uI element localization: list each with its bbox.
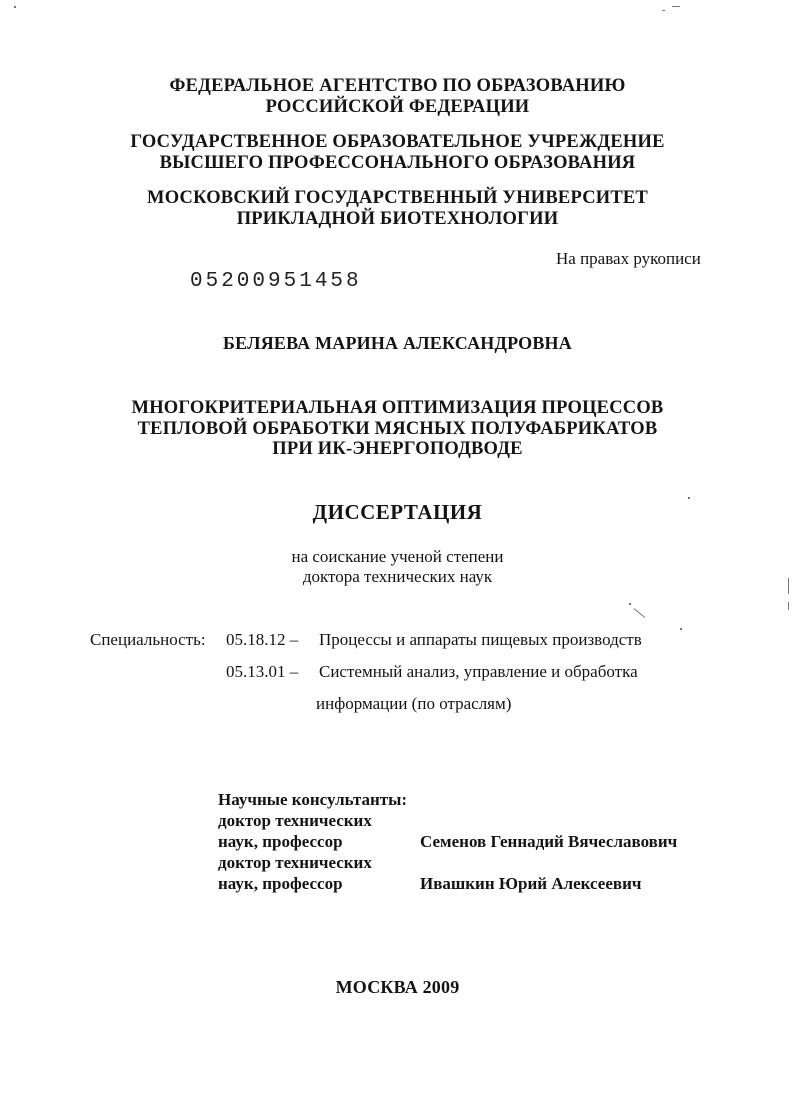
degree-line-2: доктора технических наук [302, 567, 493, 586]
scan-speck [629, 603, 631, 605]
institution-header [0, 132, 795, 174]
institution-line-2: ВЫСШЕГО ПРОФЕССОНАЛЬНОГО ОБРАЗОВАНИЯ [159, 153, 636, 173]
specialty-continuation: информации (по отраслям) [316, 694, 512, 713]
degree-line-1: на соискание ученой степени [291, 547, 504, 566]
agency-line-1: ФЕДЕРАЛЬНОЕ АГЕНТСТВО ПО ОБРАЗОВАНИЮ [169, 76, 626, 96]
specialty-code-1: 05.18.12 – [226, 630, 299, 649]
degree-statement [0, 547, 795, 587]
consultant-1-title-line-2: наук, профессор [218, 832, 343, 851]
author-name-text: БЕЛЯЕВА МАРИНА АЛЕКСАНДРОВНА [223, 333, 572, 353]
scan-speck [14, 6, 16, 8]
author-name [0, 333, 795, 354]
footer-text: МОСКВА 2009 [335, 977, 460, 997]
document-type-text: ДИССЕРТАЦИЯ [312, 500, 483, 524]
agency-line-2: РОССИЙСКОЙ ФЕДЕРАЦИИ [265, 97, 530, 117]
scan-speck [688, 497, 690, 499]
university-header [0, 188, 795, 230]
consultant-2-name: Ивашкин Юрий Алексеевич [420, 874, 642, 893]
thesis-title-line-3: ПРИ ИК-ЭНЕРГОПОДВОДЕ [272, 439, 523, 459]
scan-speck [662, 10, 665, 11]
consultant-1-name: Семенов Геннадий Вячеславович [420, 832, 678, 851]
thesis-title-line-2: ТЕПЛОВОЙ ОБРАБОТКИ МЯСНЫХ ПОЛУФАБРИКАТОВ [137, 418, 658, 439]
consultant-1-title-line-1: доктор технических [218, 811, 372, 830]
consultant-2-title-line-2: наук, профессор [218, 874, 343, 893]
university-line-2: ПРИКЛАДНОЙ БИОТЕХНОЛОГИИ [236, 209, 559, 229]
scan-speck [788, 602, 789, 610]
thesis-title-line-1: МНОГОКРИТЕРИАЛЬНАЯ ОПТИМИЗАЦИЯ ПРОЦЕССОВ [131, 398, 664, 418]
agency-header [0, 76, 795, 118]
consultant-2-title-line-1: доктор технических [218, 853, 372, 872]
scan-speck [672, 6, 680, 7]
institution-line-1: ГОСУДАРСТВЕННОЕ ОБРАЗОВАТЕЛЬНОЕ УЧРЕЖДЕНИЕ [130, 132, 665, 152]
document-type [0, 500, 795, 524]
specialty-label: Специальность: [90, 630, 206, 649]
thesis-title [0, 398, 795, 460]
manuscript-note: На правах рукописи [556, 249, 701, 268]
catalog-number: 05200951458 [190, 270, 362, 293]
consultants-heading: Научные консультанты: [218, 790, 408, 809]
specialty-name-2: Системный анализ, управление и обработка [319, 662, 638, 681]
footer-city-year [0, 977, 795, 998]
specialty-code-2: 05.13.01 – [226, 662, 299, 681]
specialty-name-1: Процессы и аппараты пищевых производств [319, 630, 642, 649]
scan-speck [680, 628, 682, 630]
scan-speck [788, 578, 789, 594]
scan-speck [634, 608, 645, 618]
university-line-1: МОСКОВСКИЙ ГОСУДАРСТВЕННЫЙ УНИВЕРСИТЕТ [147, 188, 648, 208]
